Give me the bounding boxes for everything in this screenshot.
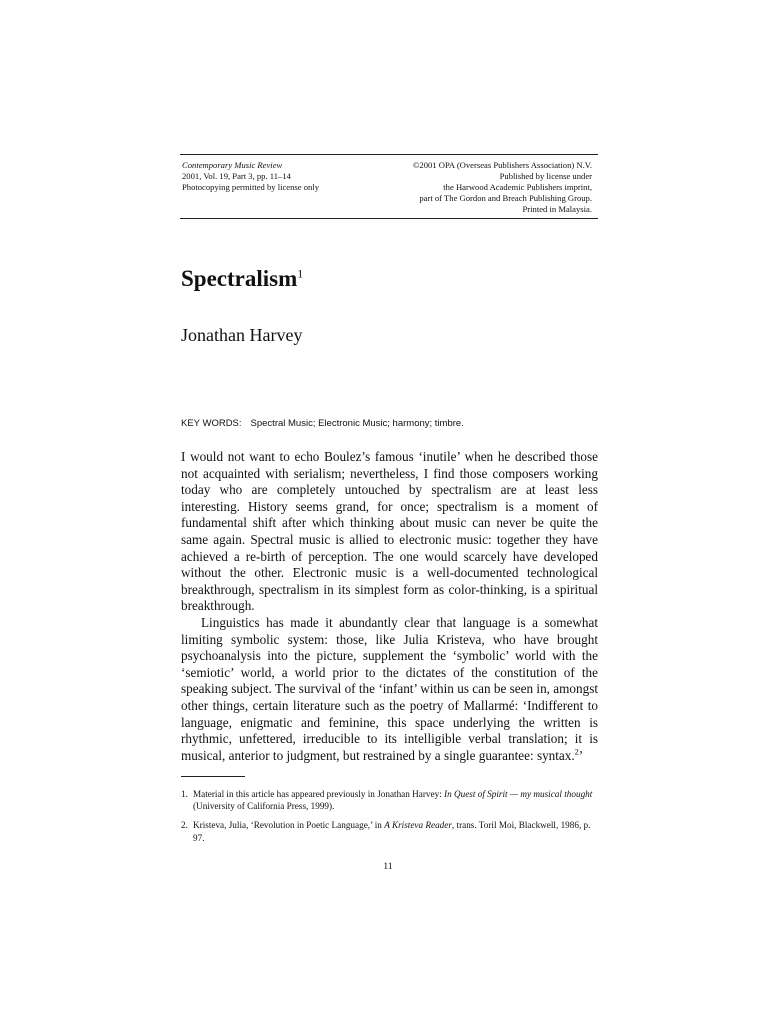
header-top-rule — [180, 154, 598, 155]
body-paragraph-2 — [181, 615, 598, 764]
footnote-separator — [181, 776, 245, 777]
footnote-2 — [181, 819, 598, 843]
footnote-text-end: , trans. Toril Moi, Blackwell, 1986, p. 97. — [193, 820, 591, 843]
license-line: Published by license under — [499, 171, 592, 181]
title-footnote-marker: 1 — [297, 266, 304, 281]
footnote-text: Kristeva, Julia, ‘Revolution in Poetic Language,’ in — [193, 820, 385, 831]
publishing-group-line: part of The Gordon and Breach Publishing Group. — [419, 193, 592, 203]
journal-name: Contemporary Music Review — [182, 160, 283, 170]
publisher-notice — [360, 160, 592, 215]
article-body — [181, 449, 598, 764]
printed-line: Printed in Malaysia. — [522, 204, 592, 214]
imprint-line: the Harwood Academic Publishers imprint, — [443, 182, 592, 192]
keywords-terms: Spectral Music; Electronic Music; harmony; timbre. — [250, 418, 464, 429]
footnote-book-title: A Kristeva Reader — [384, 820, 452, 831]
footnote-number: 1. — [181, 789, 188, 799]
article-title-text: Spectralism — [181, 266, 298, 291]
journal-citation — [182, 160, 382, 193]
footnote-1 — [181, 788, 598, 812]
body-paragraph-2-text: Linguistics has made it abundantly clear that language is a somewhat limiting symbolic system: those, like Julia Kristeva, who have brought psychoanalysis into the picture, supplement the ‘symbolic’ world with the ‘semiotic’ world, a world prior to the dictates of the constitution of the speaking subject. The survival of the ‘infant’ within us can be seen in, amongst other things, certain literature such as the poetry of Mallarmé: ‘Indifferent to language, enigmatic and feminine, this space underlying the written is rhythmic, unfettered, irreducible to its intelligible verbal translation; it is musical, anterior to judgment, but restrained by a single guarantee: syntax. — [181, 614, 598, 763]
footnote-number: 2. — [181, 820, 188, 831]
body-paragraph-1: I would not want to echo Boulez’s famous ‘inutile’ when he described those not acquainted with serialism; nevertheless, I find those composers working today who are completely untouched by spectralism are at least less interesting. History seems grand, for once; spectralism is a moment of fundamental shift after which thinking about music can never be quite the same again. Spectral music is allied to electronic music: together they have achieved a re-birth of perception. The one would scarcely have developed without the other. Electronic music is a well-documented technological breakthrough, spectralism in its simplest form as color-thinking, is a spiritual breakthrough. — [181, 449, 598, 614]
journal-volume: 2001, Vol. 19, Part 3, pp. 11–14 — [182, 171, 291, 181]
copyright-line: ©2001 OPA (Overseas Publishers Association) N.V. — [412, 160, 592, 170]
footnotes — [181, 788, 598, 851]
photocopy-notice: Photocopying permitted by license only — [182, 182, 320, 192]
footnote-text-end: (University of California Press, 1999). — [193, 801, 335, 812]
article-author: Jonathan Harvey — [181, 325, 303, 345]
article-title — [181, 266, 303, 292]
page-number: 11 — [383, 862, 393, 872]
keywords-label: KEY WORDS: — [181, 418, 242, 429]
keywords-line — [181, 418, 464, 429]
closing-quote: ’ — [578, 747, 584, 763]
header-bottom-rule — [180, 218, 598, 219]
footnote-text: Material in this article has appeared previously in Jonathan Harvey: — [193, 789, 445, 799]
footnote-book-title: In Quest of Spirit — my musical thought — [444, 789, 593, 799]
quote-footnote-marker: 2 — [574, 747, 579, 757]
